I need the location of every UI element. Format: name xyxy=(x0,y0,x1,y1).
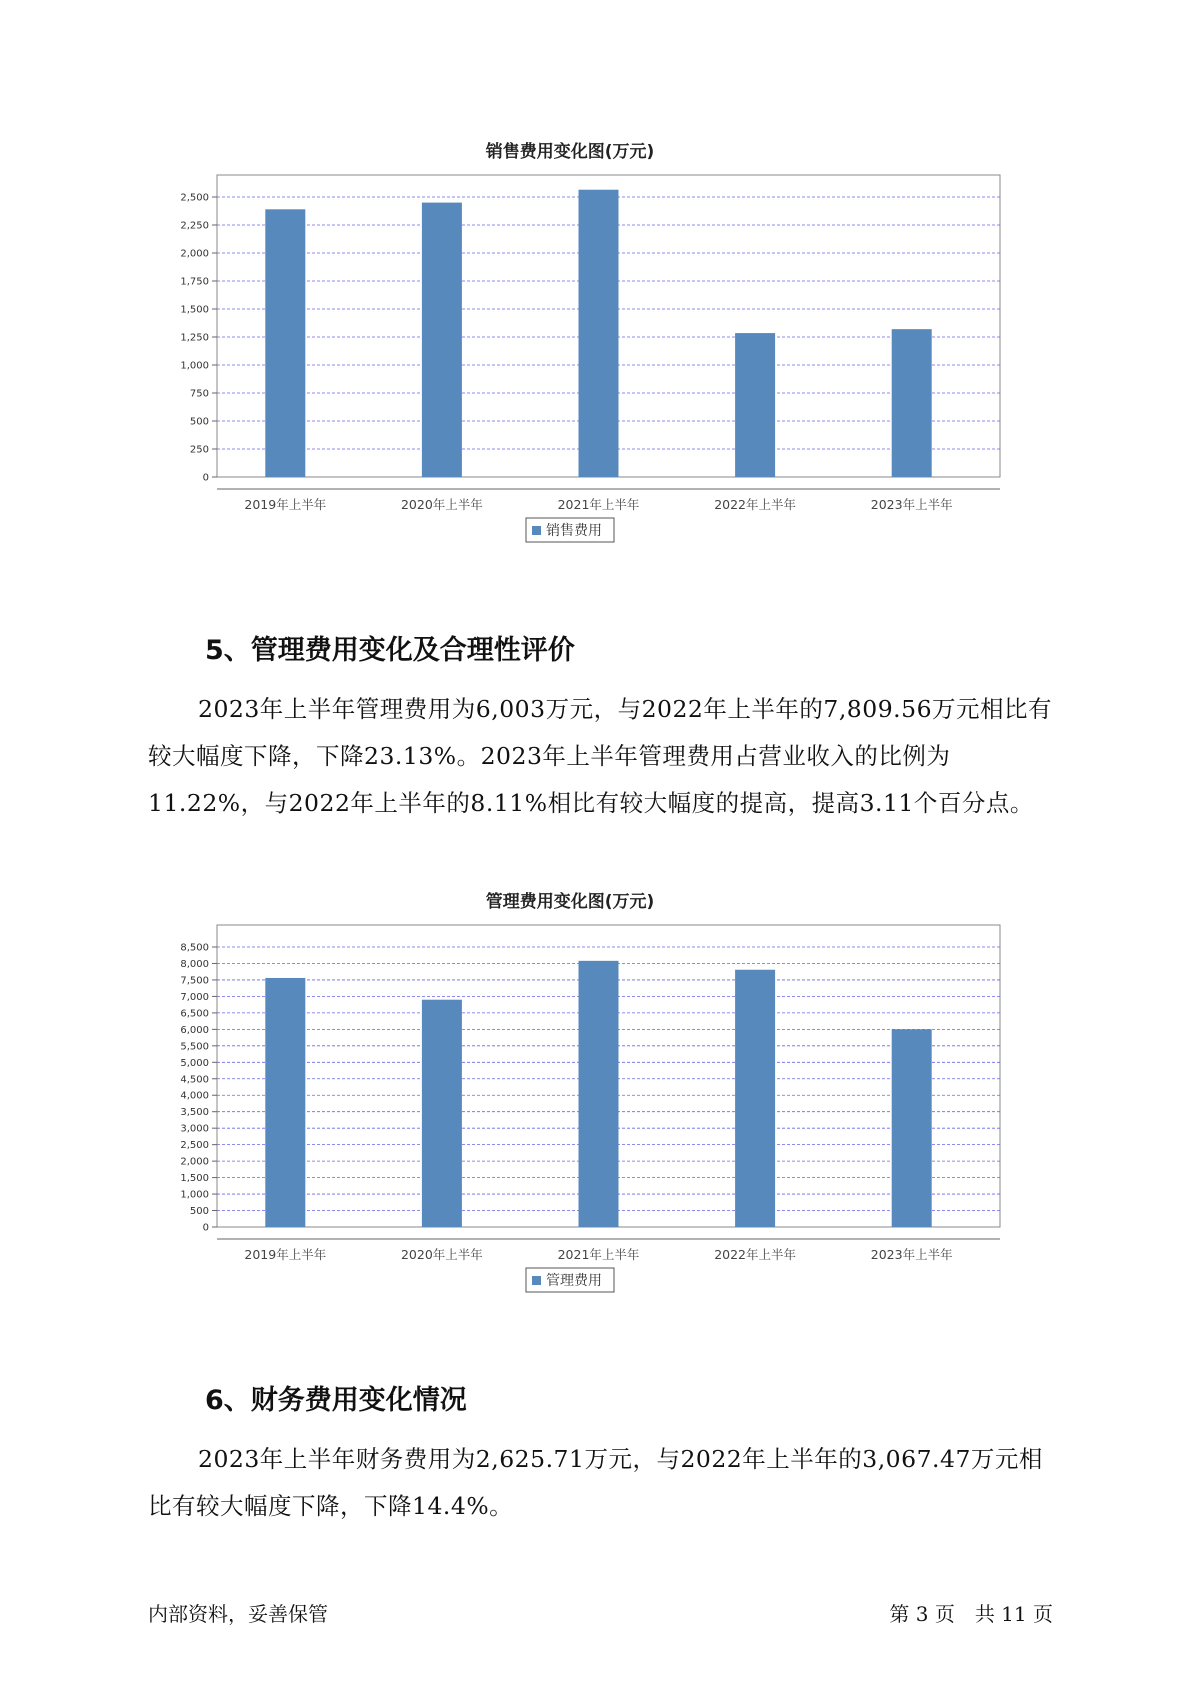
y-tick-label: 4,500 xyxy=(180,1074,209,1086)
y-tick-label: 1,000 xyxy=(180,1189,209,1201)
legend xyxy=(526,518,614,542)
chart-title: 销售费用变化图(万元) xyxy=(485,142,655,162)
x-tick-label: 2020年上半年 xyxy=(400,497,483,512)
y-tick-label: 8,000 xyxy=(180,958,209,970)
y-tick-label: 6,500 xyxy=(180,1008,209,1020)
y-tick-label: 500 xyxy=(189,1206,209,1218)
bar xyxy=(422,1000,462,1227)
bar xyxy=(735,970,775,1227)
y-tick-label: 7,000 xyxy=(180,991,209,1003)
sales-expense-chart xyxy=(150,135,1030,595)
bar xyxy=(422,203,462,477)
y-tick-label: 8,500 xyxy=(180,942,209,954)
x-tick-label: 2021年上半年 xyxy=(557,1247,640,1262)
section6-heading: 6、财务费用变化情况 xyxy=(205,1385,467,1416)
y-tick-label: 0 xyxy=(202,1222,209,1234)
x-tick-label: 2021年上半年 xyxy=(557,497,640,512)
sales-expense-chart-svg xyxy=(150,135,1030,595)
y-tick-label: 1,750 xyxy=(180,276,209,288)
y-tick-label: 6,000 xyxy=(180,1024,209,1036)
y-tick-label: 750 xyxy=(189,388,209,400)
legend-label: 销售费用 xyxy=(546,523,602,539)
legend-swatch xyxy=(532,1276,541,1285)
bar xyxy=(265,978,305,1227)
y-tick-label: 2,500 xyxy=(180,192,209,204)
y-tick-label: 1,500 xyxy=(180,304,209,316)
bar xyxy=(735,333,775,477)
admin-expense-chart-svg xyxy=(150,885,1030,1345)
x-tick-label: 2022年上半年 xyxy=(714,1247,797,1262)
y-tick-label: 5,000 xyxy=(180,1057,209,1069)
footer-page-number: 第 3 页 共 11 页 xyxy=(889,1602,1053,1626)
y-tick-label: 0 xyxy=(202,472,209,484)
bar xyxy=(892,329,932,477)
y-tick-label: 5,500 xyxy=(180,1041,209,1053)
section5-heading: 5、管理费用变化及合理性评价 xyxy=(205,635,575,666)
legend-swatch xyxy=(532,526,541,535)
y-tick-label: 4,000 xyxy=(180,1090,209,1102)
y-tick-label: 1,500 xyxy=(180,1173,209,1185)
legend-label: 管理费用 xyxy=(546,1273,602,1289)
x-tick-label: 2019年上半年 xyxy=(244,1247,327,1262)
y-tick-label: 500 xyxy=(189,416,209,428)
legend xyxy=(526,1268,614,1292)
y-tick-label: 2,500 xyxy=(180,1140,209,1152)
y-tick-label: 3,000 xyxy=(180,1123,209,1135)
y-tick-label: 1,250 xyxy=(180,332,209,344)
x-tick-label: 2023年上半年 xyxy=(870,1247,953,1262)
x-tick-label: 2019年上半年 xyxy=(244,497,327,512)
x-tick-label: 2022年上半年 xyxy=(714,497,797,512)
bar xyxy=(892,1029,932,1227)
bar xyxy=(579,190,619,477)
y-tick-label: 1,000 xyxy=(180,360,209,372)
y-tick-label: 2,000 xyxy=(180,248,209,260)
bar xyxy=(265,209,305,477)
y-tick-label: 3,500 xyxy=(180,1107,209,1119)
footer-confidential-note: 内部资料，妥善保管 xyxy=(148,1602,328,1626)
y-tick-label: 2,000 xyxy=(180,1156,209,1168)
x-tick-label: 2020年上半年 xyxy=(400,1247,483,1262)
x-tick-label: 2023年上半年 xyxy=(870,497,953,512)
bar xyxy=(579,961,619,1227)
y-tick-label: 7,500 xyxy=(180,975,209,987)
section6-paragraph: 2023年上半年财务费用为2,625.71万元，与2022年上半年的3,067.47万元相比有较大幅度下降，下降14.4%。 xyxy=(148,1445,1043,1520)
y-tick-label: 2,250 xyxy=(180,220,209,232)
chart-title: 管理费用变化图(万元) xyxy=(485,892,655,912)
section5-paragraph: 2023年上半年管理费用为6,003万元，与2022年上半年的7,809.56万元相比有较大幅度下降，下降23.13%。2023年上半年管理费用占营业收入的比例为11.22%，与2022年上半年的8.11%相比有较大幅度的提高，提高3.11个百分点。 xyxy=(148,695,1053,817)
y-tick-label: 250 xyxy=(189,444,209,456)
admin-expense-chart xyxy=(150,885,1030,1345)
